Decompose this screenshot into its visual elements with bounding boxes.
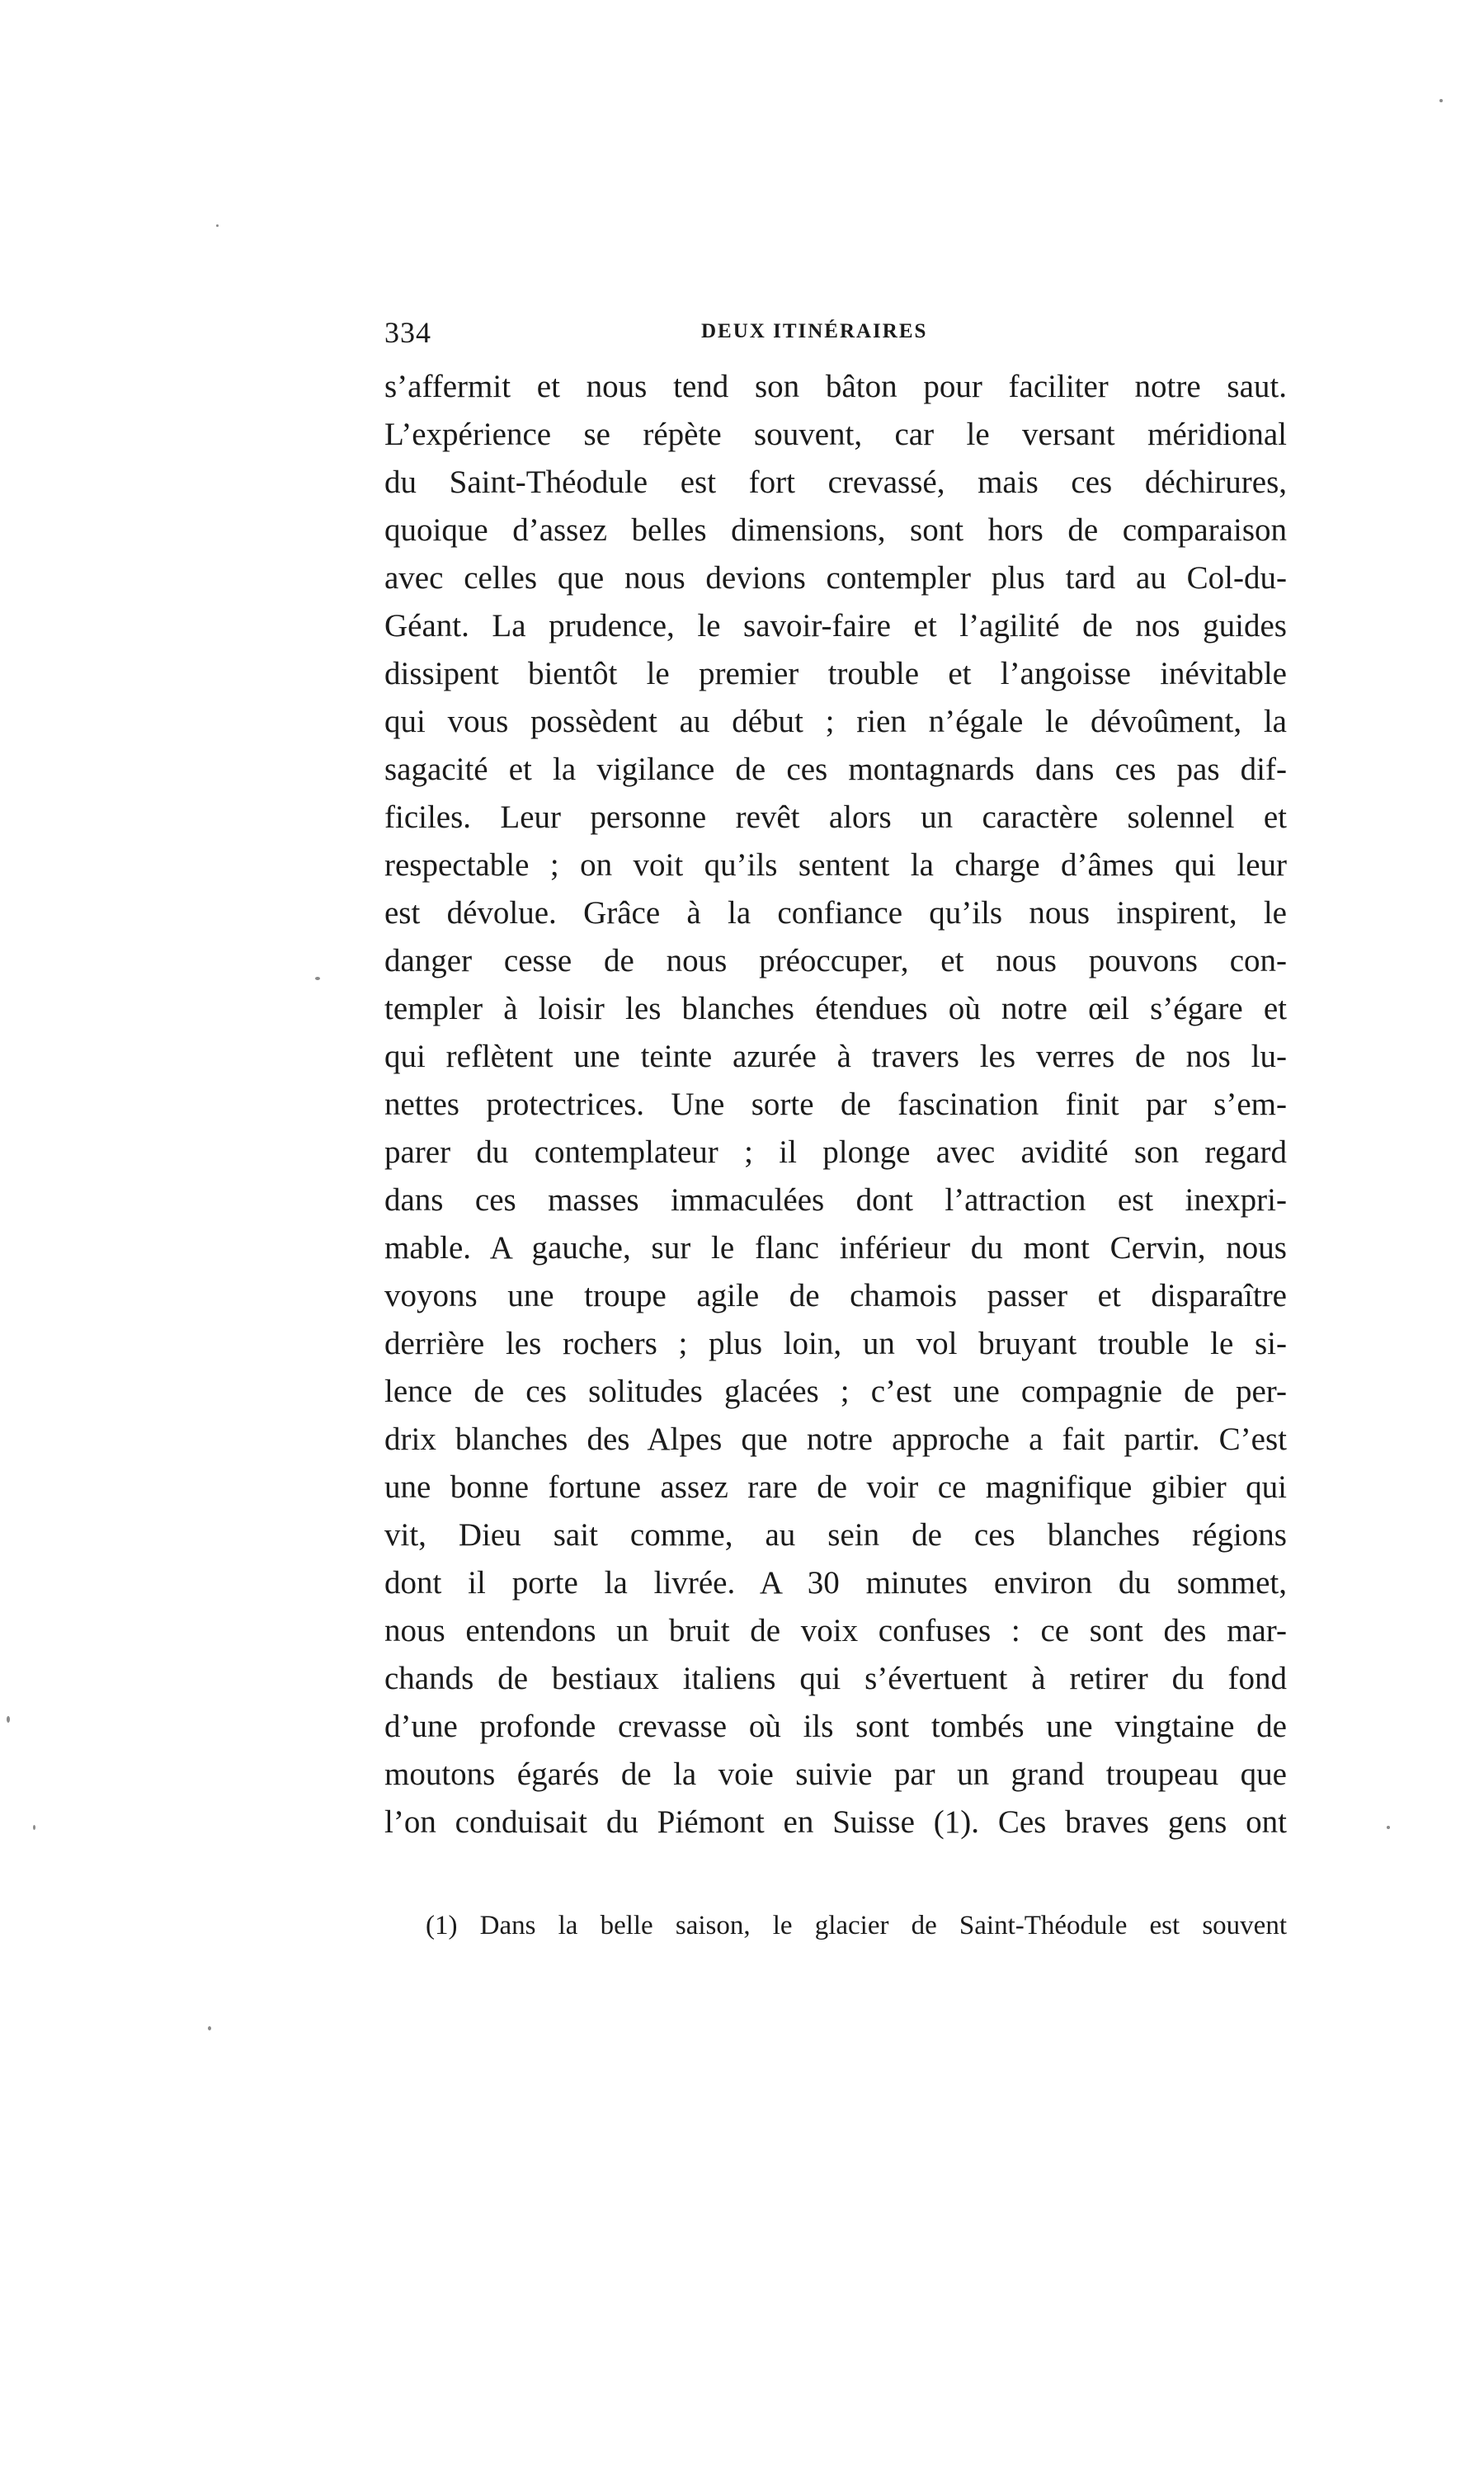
footnote: (1) Dans la belle saison, le glacier de Saint-Théodule est souvent	[426, 1911, 1287, 1940]
body-text	[384, 363, 1287, 1846]
text-line: mable. A gauche, sur le flanc inférieur du mont Cervin, nous	[384, 1230, 1287, 1266]
text-line: Géant. La prudence, le savoir-faire et l’agilité de nos guides	[384, 608, 1287, 644]
text-line: L’expérience se répète souvent, car le versant méridional	[384, 417, 1287, 452]
text-line: sagacité et la vigilance de ces montagnards dans ces pas dif-	[384, 752, 1287, 787]
text-line: respectable ; on voit qu’ils sentent la charge d’âmes qui leur	[384, 847, 1287, 883]
text-line: s’affermit et nous tend son bâton pour faciliter notre saut.	[384, 369, 1287, 404]
text-line: du Saint-Théodule est fort crevassé, mais ces déchirures,	[384, 464, 1287, 500]
text-line: nous entendons un bruit de voix confuses : ce sont des mar-	[384, 1613, 1287, 1648]
text-line: voyons une troupe agile de chamois passer et disparaître	[384, 1278, 1287, 1313]
text-line: quoique d’assez belles dimensions, sont hors de comparaison	[384, 512, 1287, 548]
text-line: qui vous possèdent au début ; rien n’égale le dévoûment, la	[384, 704, 1287, 739]
text-line: parer du contemplateur ; il plonge avec avidité son regard	[384, 1134, 1287, 1170]
scan-speck	[216, 224, 219, 227]
scan-speck	[33, 1825, 35, 1830]
text-line: avec celles que nous devions contempler plus tard au Col-du-	[384, 560, 1287, 596]
text-line: vit, Dieu sait comme, au sein de ces blanches régions	[384, 1517, 1287, 1553]
text-line: chands de bestiaux italiens qui s’évertuent à retirer du fond	[384, 1661, 1287, 1696]
text-line: dont il porte la livrée. A 30 minutes environ du sommet,	[384, 1565, 1287, 1601]
text-line: moutons égarés de la voie suivie par un grand troupeau que	[384, 1756, 1287, 1792]
text-line: templer à loisir les blanches étendues où notre œil s’égare et	[384, 991, 1287, 1026]
text-line: une bonne fortune assez rare de voir ce magnifique gibier qui	[384, 1469, 1287, 1505]
scan-speck	[208, 2026, 211, 2030]
text-line: drix blanches des Alpes que notre approche a fait partir. C’est	[384, 1422, 1287, 1457]
text-line: danger cesse de nous préoccuper, et nous pouvons con-	[384, 943, 1287, 978]
text-line: ficiles. Leur personne revêt alors un caractère solennel et	[384, 799, 1287, 835]
text-line: dans ces masses immaculées dont l’attraction est inexpri-	[384, 1182, 1287, 1218]
running-title: DEUX ITINÉRAIRES	[701, 320, 928, 342]
scan-speck	[1439, 99, 1443, 102]
text-line: d’une profonde crevasse où ils sont tombés une vingtaine de	[384, 1709, 1287, 1744]
running-head	[384, 315, 1292, 356]
scan-speck	[7, 1716, 10, 1723]
page-number: 334	[384, 316, 431, 349]
text-line: l’on conduisait du Piémont en Suisse (1). Ces braves gens ont	[384, 1804, 1287, 1840]
text-line: qui reflètent une teinte azurée à travers les verres de nos lu-	[384, 1039, 1287, 1074]
text-line: lence de ces solitudes glacées ; c’est une compagnie de per-	[384, 1374, 1287, 1409]
scan-speck	[1387, 1826, 1390, 1829]
scan-speck	[315, 977, 320, 980]
text-line: dissipent bientôt le premier trouble et l’angoisse inévitable	[384, 656, 1287, 691]
text-line: nettes protectrices. Une sorte de fascination finit par s’em-	[384, 1087, 1287, 1122]
text-line: derrière les rochers ; plus loin, un vol bruyant trouble le si-	[384, 1326, 1287, 1361]
text-line: est dévolue. Grâce à la confiance qu’ils nous inspirent, le	[384, 895, 1287, 931]
